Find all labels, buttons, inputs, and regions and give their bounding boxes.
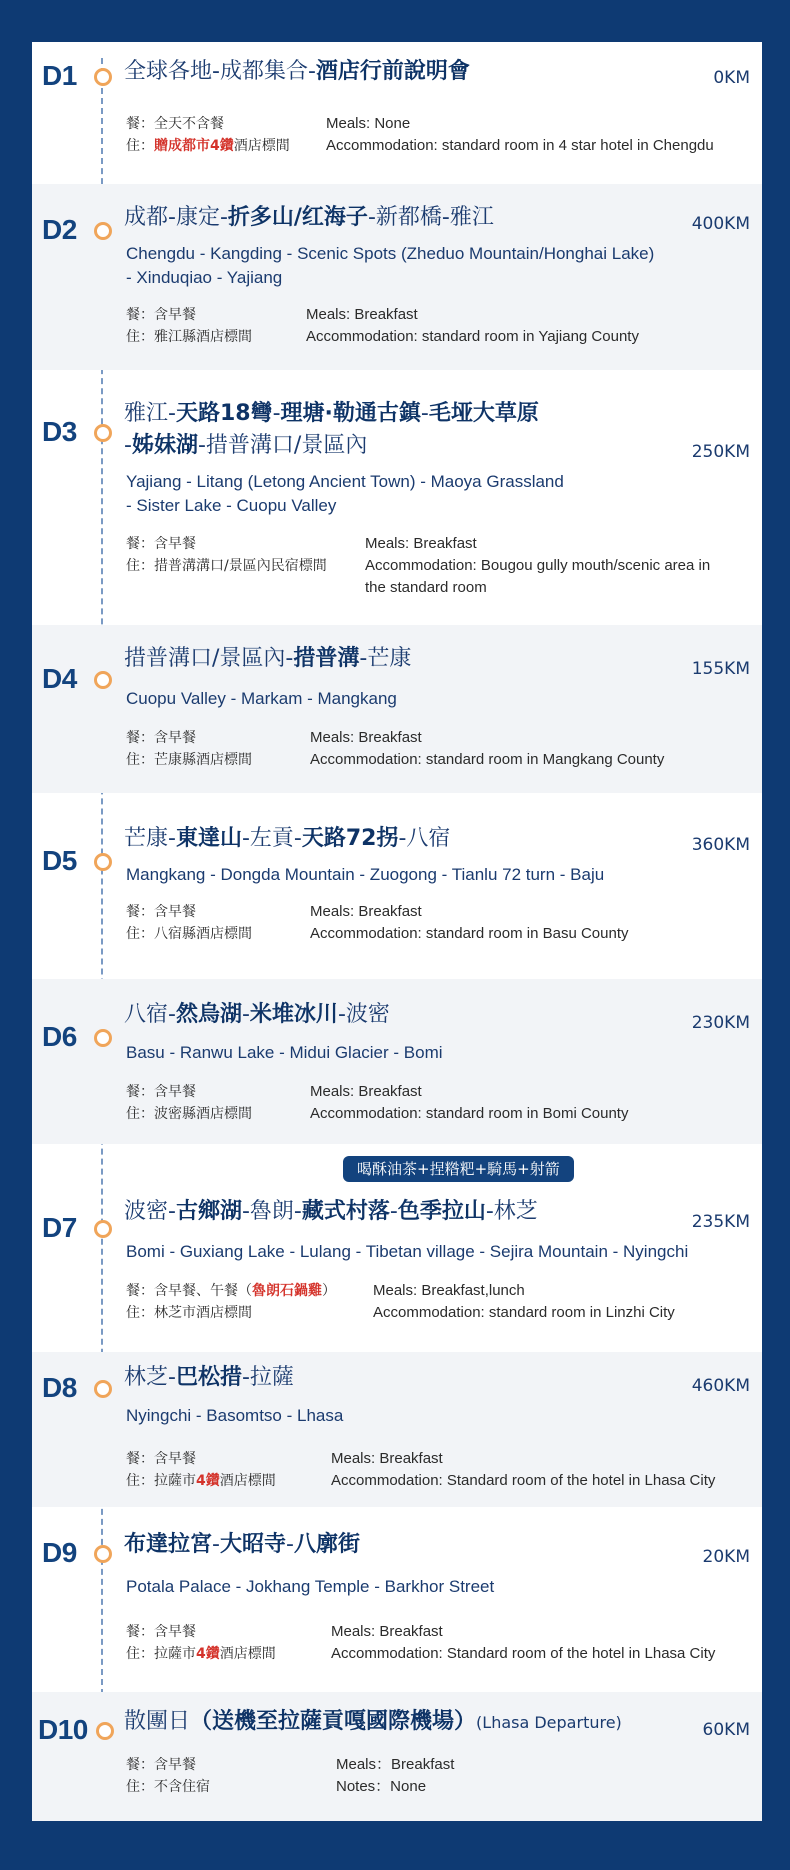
distance: 360KM [691,835,750,855]
day-title: 林芝-巴松措-拉薩 [124,1365,294,1390]
stay-en: Accommodation: Standard room of the hotel in Lhasa City [331,1472,716,1489]
timeline-dot-icon [94,853,112,871]
stay-en: Accommodation: standard room in Yajiang County [306,328,639,345]
day-label: D10 [38,1714,88,1745]
distance: 235KM [691,1212,750,1232]
day-6 [32,979,762,1144]
stay-en: Accommodation: standard room in Basu County [310,925,629,942]
meals-cn: 餐：含早餐 [126,1624,196,1640]
meals-en: Meals: Breakfast [306,306,418,323]
day-label: D8 [42,1372,77,1403]
stay-en: Accommodation: standard room in Mangkang County [310,751,665,768]
english-route: Chengdu - Kangding - Scenic Spots (Zheduo Mountain/Honghai Lake) - Xinduqiao - Yajiang [126,244,655,287]
day-label: D3 [42,416,77,447]
day-2 [32,184,762,370]
day-4 [32,625,762,793]
stay-cn: 住：拉薩市4鑽酒店標間 [126,1646,276,1662]
day-label: D6 [42,1021,77,1052]
day-title: 布達拉宮-大昭寺-八廓街 [124,1532,360,1557]
timeline-dot-icon [94,424,112,442]
stay-en: Accommodation: standard room in Bomi County [310,1105,629,1122]
stay-en: Accommodation: Bougou gully mouth/scenic area in the standard room [365,557,711,596]
day-10 [32,1692,762,1821]
stay-cn: 住：波密縣酒店標間 [126,1106,252,1122]
stay-en: Accommodation: Standard room of the hotel in Lhasa City [331,1645,716,1662]
meals-en: Meals: Breakfast [365,535,477,552]
stay-cn: 住：八宿縣酒店標間 [126,926,252,942]
day-title: 全球各地-成都集合-酒店行前說明會 [124,59,470,84]
day-title: 成都-康定-折多山/红海子-新都橋-雅江 [124,205,494,230]
day-title: 散團日（送機至拉薩貢嘎國際機場）(Lhasa Departure) [124,1709,622,1734]
day-label: D4 [42,663,77,694]
distance: 230KM [691,1013,750,1033]
meals-cn: 餐：含早餐、午餐（魯朗石鍋雞） [126,1283,336,1299]
stay-en: Notes：None [336,1778,427,1795]
distance: 60KM [702,1720,750,1740]
timeline-dot-icon [94,1220,112,1238]
timeline-dot-icon [94,222,112,240]
day-title: 波密-古鄉湖-魯朗-藏式村落-色季拉山-林芝 [124,1199,538,1224]
activity-badge: 喝酥油茶+捏糌粑+騎馬+射箭 [343,1156,574,1182]
stay-cn: 住：贈成都市4鑽酒店標間 [126,138,290,154]
day-7 [32,1144,762,1352]
stay-cn: 住：拉薩市4鑽酒店標間 [126,1473,276,1489]
meals-en: Meals: Breakfast [310,903,422,920]
day-title: 芒康-東達山-左貢-天路72拐-八宿 [124,826,451,851]
timeline-dot-icon [94,1029,112,1047]
meals-cn: 餐：含早餐 [126,730,196,746]
day-1 [32,42,762,184]
meals-cn: 餐：含早餐 [126,1084,196,1100]
english-route: Basu - Ranwu Lake - Midui Glacier - Bomi [126,1043,443,1062]
meals-cn: 餐：含早餐 [126,536,196,552]
distance: 400KM [691,214,750,234]
meals-en: Meals: Breakfast,lunch [373,1282,525,1299]
distance: 0KM [713,68,750,88]
meals-cn: 餐：含早餐 [126,307,196,323]
stay-cn: 住：不含住宿 [126,1779,210,1795]
english-route: Yajiang - Litang (Letong Ancient Town) - Maoya Grassland - Sister Lake - Cuopu Valley [126,472,564,515]
meals-cn: 餐：含早餐 [126,1451,196,1467]
day-label: D9 [42,1537,77,1568]
day-5 [32,793,762,979]
stay-cn: 住：芒康縣酒店標間 [126,752,252,768]
timeline-dot-icon [94,68,112,86]
day-title: 措普溝口/景區內-措普溝-芒康 [124,646,412,671]
day-label: D1 [42,60,77,91]
english-route: Bomi - Guxiang Lake - Lulang - Tibetan village - Sejira Mountain - Nyingchi [126,1242,689,1261]
meals-cn: 餐：含早餐 [126,1757,196,1773]
timeline-dot-icon [94,671,112,689]
day-3 [32,370,762,625]
meals-en: Meals：Breakfast [336,1756,455,1773]
timeline-dot-icon [94,1380,112,1398]
day-9 [32,1507,762,1692]
distance: 460KM [691,1376,750,1396]
timeline-dot-icon [96,1722,114,1740]
english-route: Nyingchi - Basomtso - Lhasa [126,1406,344,1425]
stay-cn: 住：雅江縣酒店標間 [126,329,252,345]
meals-en: Meals: Breakfast [310,729,422,746]
english-route: Mangkang - Dongda Mountain - Zuogong - Tianlu 72 turn - Baju [126,865,605,884]
day-8 [32,1352,762,1507]
day-label: D2 [42,214,77,245]
stay-cn: 住：林芝市酒店標間 [126,1305,252,1321]
english-route: Cuopu Valley - Markam - Mangkang [126,689,397,708]
meals-en: Meals: None [326,115,411,132]
distance: 155KM [691,659,750,679]
meals-en: Meals: Breakfast [331,1623,443,1640]
stay-en: Accommodation: standard room in Linzhi City [373,1304,675,1321]
stay-en: Accommodation: standard room in 4 star hotel in Chengdu [326,137,714,154]
day-label: D7 [42,1212,77,1243]
meals-cn: 餐：含早餐 [126,904,196,920]
timeline-dot-icon [94,1545,112,1563]
day-title: 雅江-天路18彎-理塘·勒通古鎮-毛垭大草原 -姊妹湖-措普溝口/景區內 [124,401,539,458]
meals-cn: 餐：全天不含餐 [126,116,224,132]
distance: 20KM [702,1547,750,1567]
stay-cn: 住：措普溝溝口/景區內民宿標間 [126,558,327,574]
meals-en: Meals: Breakfast [331,1450,443,1467]
day-label: D5 [42,845,77,876]
day-title: 八宿-然烏湖-米堆冰川-波密 [124,1002,390,1027]
meals-en: Meals: Breakfast [310,1083,422,1100]
distance: 250KM [691,442,750,462]
english-route: Potala Palace - Jokhang Temple - Barkhor Street [126,1577,495,1596]
